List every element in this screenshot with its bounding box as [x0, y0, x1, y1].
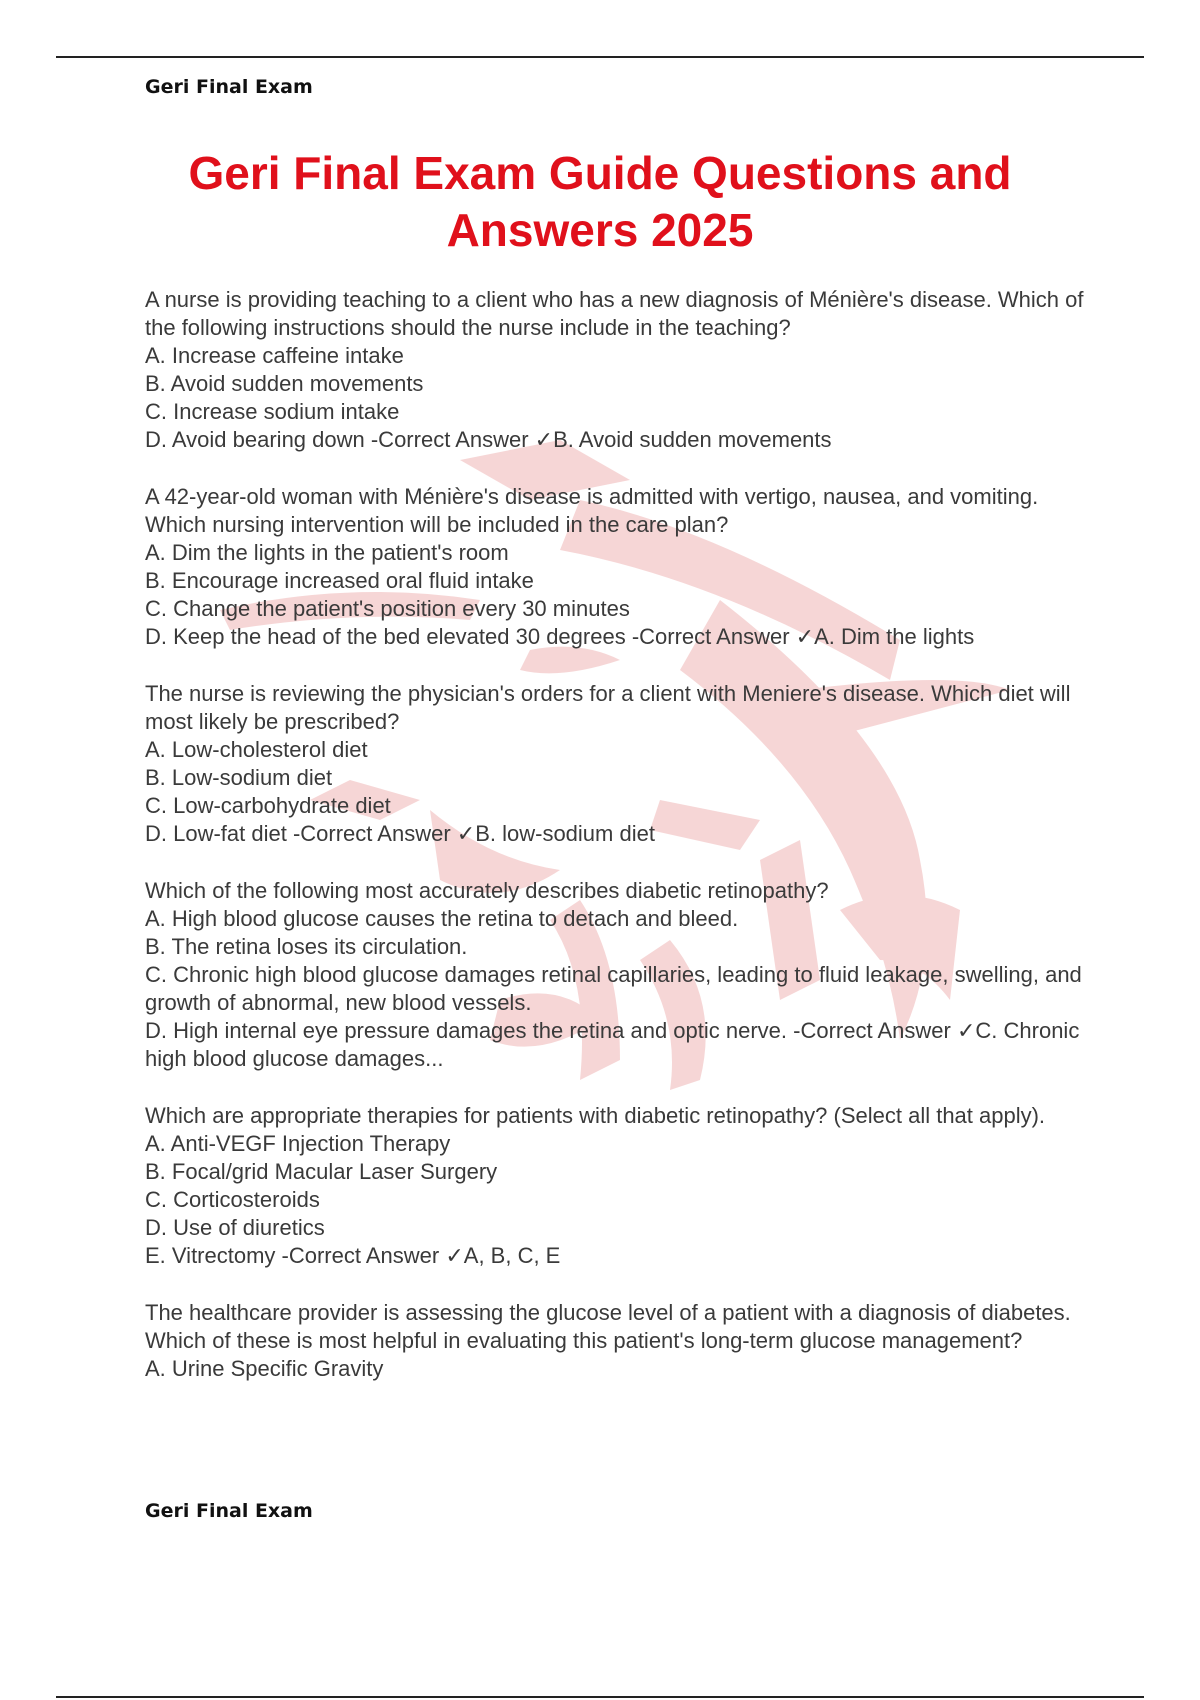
answer-option: C. Change the patient's position every 30 minutes: [145, 596, 630, 621]
running-header: Geri Final Exam: [145, 76, 313, 98]
answer-option: A. Increase caffeine intake: [145, 343, 404, 368]
answer-option: B. Focal/grid Macular Laser Surgery: [145, 1159, 498, 1184]
answer-option: B. Avoid sudden movements: [145, 371, 424, 396]
answer-option: B. Encourage increased oral fluid intake: [145, 568, 534, 593]
answer-option: A. Dim the lights in the patient's room: [145, 540, 509, 565]
question-block: [145, 1102, 1095, 1270]
question-text: A nurse is providing teaching to a client who has a new diagnosis of Ménière's disease. Which of the following instructions should the nurse include in the teaching?: [145, 287, 1084, 340]
answer-option: A. Low-cholesterol diet: [145, 737, 368, 762]
answer-option: B. Low-sodium diet: [145, 765, 333, 790]
question-text: Which of the following most accurately describes diabetic retinopathy?: [145, 878, 829, 903]
answer-option: C. Corticosteroids: [145, 1187, 320, 1212]
top-rule: [56, 56, 1144, 58]
running-footer: Geri Final Exam: [145, 1500, 313, 1522]
answer-option: C. Chronic high blood glucose damages retinal capillaries, leading to fluid leakage, swelling, and growth of abnormal, new blood vessels.: [145, 962, 1082, 1015]
answer-option-with-correct-answer: D. Avoid bearing down -Correct Answer ✓B. Avoid sudden movements: [145, 427, 832, 452]
answer-option: C. Low-carbohydrate diet: [145, 793, 391, 818]
question-text: The nurse is reviewing the physician's orders for a client with Meniere's disease. Which diet will most likely be prescribed?: [145, 681, 1071, 734]
answer-option: A. Urine Specific Gravity: [145, 1356, 384, 1381]
answer-option-with-correct-answer: D. High internal eye pressure damages the retina and optic nerve. -Correct Answer ✓C. Chronic high blood glucose damages...: [145, 1018, 1080, 1071]
answer-option: C. Increase sodium intake: [145, 399, 400, 424]
answer-option: A. Anti-VEGF Injection Therapy: [145, 1131, 451, 1156]
question-text: The healthcare provider is assessing the glucose level of a patient with a diagnosis of diabetes. Which of these is most helpful in evaluating this patient's long-term glucose management?: [145, 1300, 1071, 1353]
answer-option: A. High blood glucose causes the retina to detach and bleed.: [145, 906, 739, 931]
answer-option: B. The retina loses its circulation.: [145, 934, 468, 959]
answer-option-with-correct-answer: E. Vitrectomy -Correct Answer ✓A, B, C, E: [145, 1243, 561, 1268]
answer-option-with-correct-answer: D. Keep the head of the bed elevated 30 degrees -Correct Answer ✓A. Dim the lights: [145, 624, 975, 649]
document-title: Geri Final Exam Guide Questions and Answers 2025: [188, 147, 1012, 256]
question-text: A 42-year-old woman with Ménière's disease is admitted with vertigo, nausea, and vomiting. Which nursing intervention will be included in the care plan?: [145, 484, 1039, 537]
question-block: [145, 1299, 1095, 1383]
answer-option: D. Use of diuretics: [145, 1215, 325, 1240]
question-list: [145, 286, 1095, 1412]
question-block: [145, 286, 1095, 454]
question-block: [145, 877, 1095, 1073]
answer-option-with-correct-answer: D. Low-fat diet -Correct Answer ✓B. low-sodium diet: [145, 821, 655, 846]
bottom-rule: [56, 1696, 1144, 1698]
question-block: [145, 483, 1095, 651]
question-text: Which are appropriate therapies for patients with diabetic retinopathy? (Select all that apply).: [145, 1103, 1046, 1128]
question-block: [145, 680, 1095, 848]
